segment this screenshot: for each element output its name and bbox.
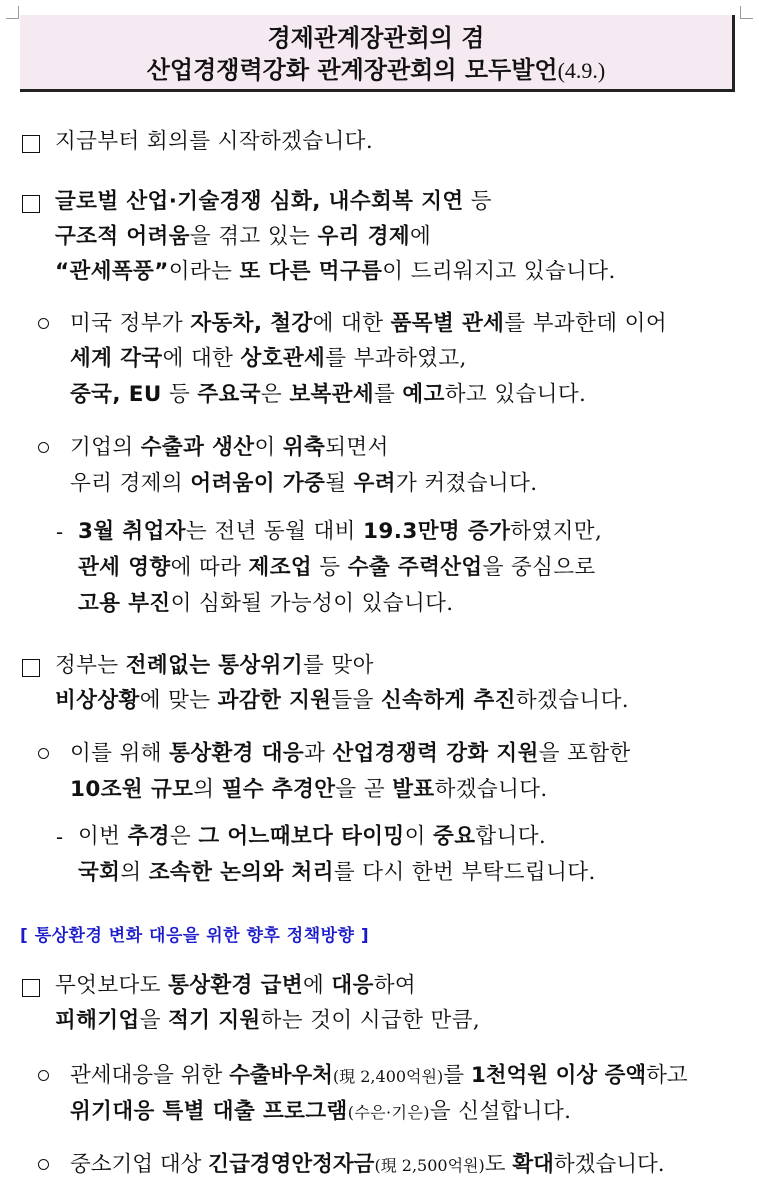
title-box [20,15,735,92]
paragraph-2a-line-1: 미국 정부가 자동차, 철강에 대한 품목별 관세를 부과한데 이어 [70,311,668,336]
paragraph-3a1-line-2: 국회의 조속한 논의와 처리를 다시 한번 부탁드립니다. [78,860,596,885]
paragraph-2a-line-3: 중국, EU 등 주요국은 보복관세를 예고하고 있습니다. [70,382,587,407]
square-bullet [22,979,40,997]
circle-bullet [38,748,49,759]
paragraph-3a-line-1: 이를 위해 통상환경 대응과 산업경쟁력 강화 지원을 포함한 [70,741,631,766]
paragraph-2b1-line-2: 관세 영향에 따라 제조업 등 수출 주력산업을 중심으로 [78,555,596,580]
paragraph-4-line-1: 무엇보다도 통상환경 급변에 대응하여 [55,973,417,998]
paragraph-3-line-1: 정부는 전례없는 통상위기를 맞아 [55,653,374,678]
paragraph-4a-line-1: 관세대응을 위한 수출바우처(現 2,400억원)를 1천억원 이상 증액하고 [70,1063,688,1088]
corner-mark-left [6,6,19,19]
dash-bullet: - [56,825,64,849]
paragraph-4-line-2: 피해기업을 적기 지원하는 것이 시급한 만큼, [55,1008,481,1033]
dash-bullet: - [56,520,64,544]
section-heading: [ 통상환경 변화 대응을 위한 향후 정책방향 ] [20,926,370,946]
paragraph-2b1-line-3: 고용 부진이 심화될 가능성이 있습니다. [78,591,454,616]
square-bullet [22,195,40,213]
paragraph-3a-line-2: 10조원 규모의 필수 추경안을 곧 발표하겠습니다. [70,777,548,802]
paragraph-1-line-1: 지금부터 회의를 시작하겠습니다. [55,129,374,154]
paragraph-4b-line-1: 중소기업 대상 긴급경영안정자금(現 2,500억원)도 확대하겠습니다. [70,1152,665,1177]
paragraph-2a-line-2: 세계 각국에 대한 상호관세를 부과하였고, [70,346,467,371]
circle-bullet [38,1070,49,1081]
paragraph-2-line-2: 구조적 어려움을 겪고 있는 우리 경제에 [55,224,432,249]
paragraph-2-line-1: 글로벌 산업·기술경쟁 심화, 내수회복 지연 등 [55,189,492,214]
paragraph-3-line-2: 비상상황에 맞는 과감한 지원들을 신속하게 추진하겠습니다. [55,688,629,713]
square-bullet [22,659,40,677]
square-bullet [22,135,40,153]
corner-mark-right [740,6,753,19]
title-line-1: 경제관계장관회의 겸 [267,24,485,52]
title-line-2: 산업경쟁력강화 관계장관회의 모두발언(4.9.) [146,56,606,84]
paragraph-4a-line-2: 위기대응 특별 대출 프로그램(수은·기은)을 신설합니다. [70,1099,572,1124]
circle-bullet [38,318,49,329]
paragraph-2b-line-2: 우리 경제의 어려움이 가중될 우려가 커졌습니다. [70,471,538,496]
paragraph-2b-line-1: 기업의 수출과 생산이 위축되면서 [70,435,389,460]
paragraph-2-line-3: “관세폭풍”이라는 또 다른 먹구름이 드리워지고 있습니다. [55,259,616,284]
circle-bullet [38,442,49,453]
paragraph-2b1-line-1: 3월 취업자는 전년 동월 대비 19.3만명 증가하였지만, [78,519,603,544]
circle-bullet [38,1159,49,1170]
paragraph-3a1-line-1: 이번 추경은 그 어느때보다 타이밍이 중요합니다. [78,824,547,849]
title-date: (4.9.) [557,58,606,83]
